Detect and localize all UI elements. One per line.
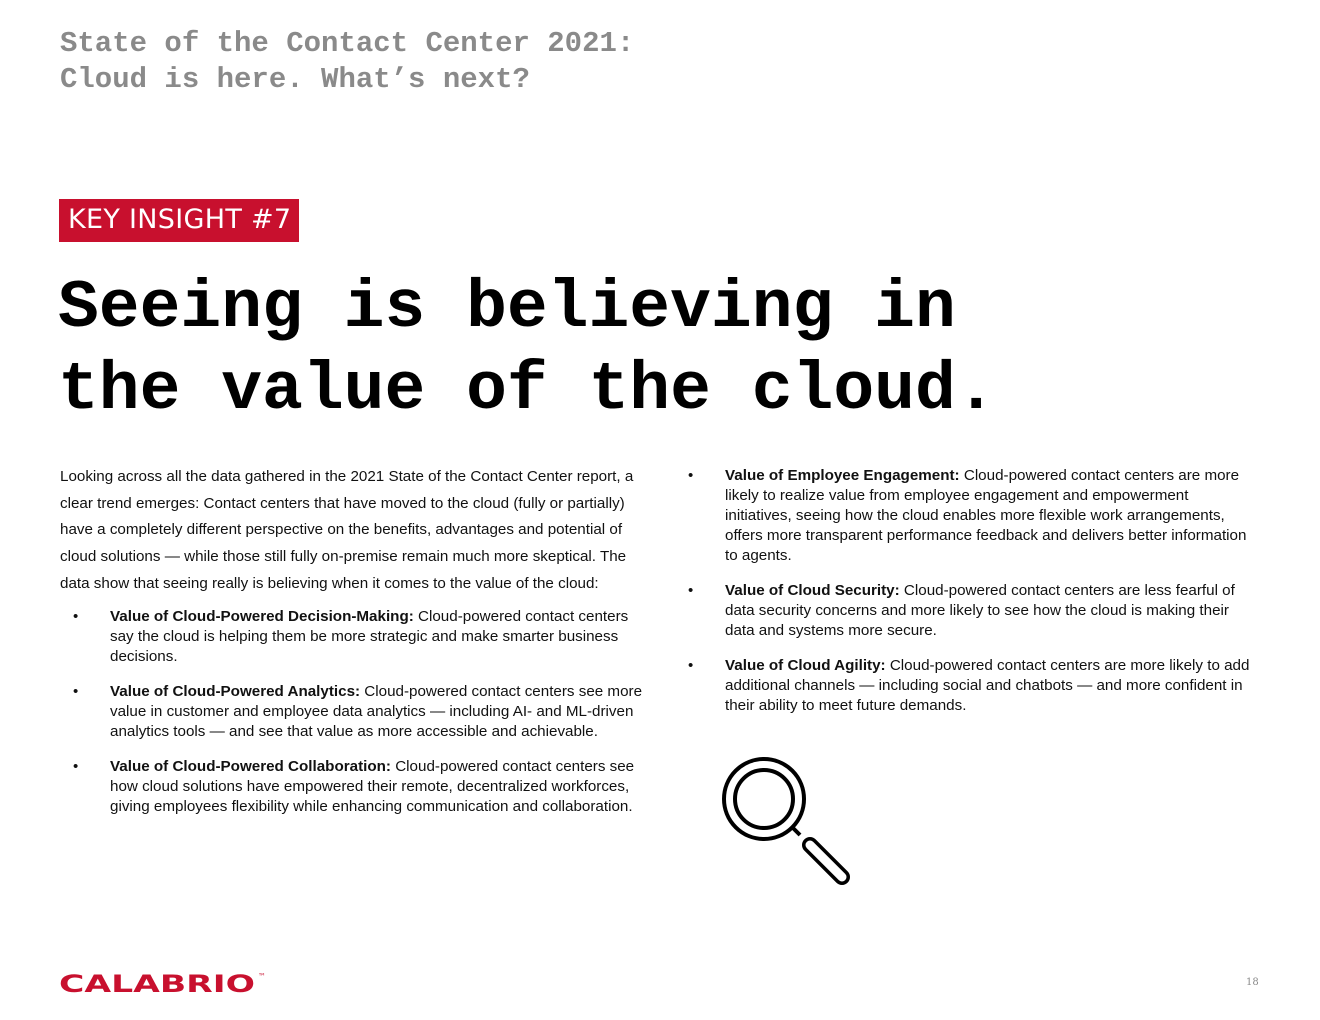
bullet-marker: • (73, 682, 79, 700)
intro-paragraph: Looking across all the data gathered in the 2021 State of the Contact Center report, a clear trend emerges: Contact centers that have moved to the cloud (fully or partially) have a completely different perspective on the benefits, advantages and potential of cloud solutions — while those still fully on-premise remain much more skeptical. The data show that seeing really is believing when it comes to the value of the cloud: (60, 468, 634, 592)
list-item (686, 466, 1256, 566)
bullet-marker: • (688, 657, 694, 674)
bullet-text: Cloud-powered contact centers are less fearful of data security concerns and more likely to see how the cloud is making their data and systems more secure. (725, 582, 1235, 639)
headline (58, 268, 997, 432)
page-number: 18 (1246, 977, 1259, 988)
bullet-term: Value of Cloud-Powered Analytics: (110, 682, 361, 700)
bullet-term: Value of Cloud Security: (725, 582, 900, 599)
bullet-marker: • (73, 757, 79, 775)
headline-line-2: the value of the cloud. (58, 352, 997, 429)
magnifying-glass-icon (718, 752, 858, 892)
logo-wordmark: CALABRIO (59, 970, 255, 996)
bullet-term: Value of Cloud-Powered Decision-Making: (110, 607, 414, 625)
list-item (60, 682, 650, 742)
bullet-text: Cloud-powered contact centers say the cloud is helping them be more strategic and make smarter business decisions. (110, 607, 629, 665)
report-title-line-1: State of the Contact Center 2021: (60, 27, 635, 60)
calabrio-logo (59, 970, 269, 996)
list-item (686, 581, 1256, 641)
bullet-term: Value of Cloud-Powered Collaboration: (110, 757, 391, 775)
report-title (60, 26, 634, 98)
right-column (686, 466, 1256, 731)
key-insight-badge: KEY INSIGHT #7 (59, 199, 299, 242)
list-item (686, 656, 1256, 716)
list-item (60, 757, 650, 817)
bullet-text: Cloud-powered contact centers are more likely to realize value from employee engagement and empowerment initiatives, seeing how the cloud enables more flexible work arrangements, offers more transparent performance feedback and delivers better information to agents. (725, 467, 1247, 564)
bullet-term: Value of Employee Engagement: (725, 467, 960, 484)
headline-line-1: Seeing is believing in (58, 270, 956, 347)
bullet-marker: • (688, 582, 694, 599)
left-bullet-list (60, 607, 650, 817)
left-column (60, 464, 650, 832)
right-bullet-list (686, 466, 1256, 716)
bullet-text: Cloud-powered contact centers see more value in customer and employee data analytics — including AI- and ML-driven analytics tools — and see that value as more accessible and achievable. (110, 682, 643, 740)
logo-trademark: ™ (258, 972, 266, 981)
bullet-marker: • (688, 467, 694, 484)
bullet-term: Value of Cloud Agility: (725, 657, 886, 674)
report-title-line-2: Cloud is here. What’s next? (60, 63, 530, 96)
list-item (60, 607, 650, 667)
bullet-text: Cloud-powered contact centers see how cloud solutions have empowered their remote, decentralized workforces, giving employees flexibility while enhancing communication and collaboration. (110, 757, 635, 815)
bullet-marker: • (73, 607, 79, 625)
bullet-text: Cloud-powered contact centers are more likely to add additional channels — including social and chatbots — and more confident in their ability to meet future demands. (725, 657, 1250, 714)
